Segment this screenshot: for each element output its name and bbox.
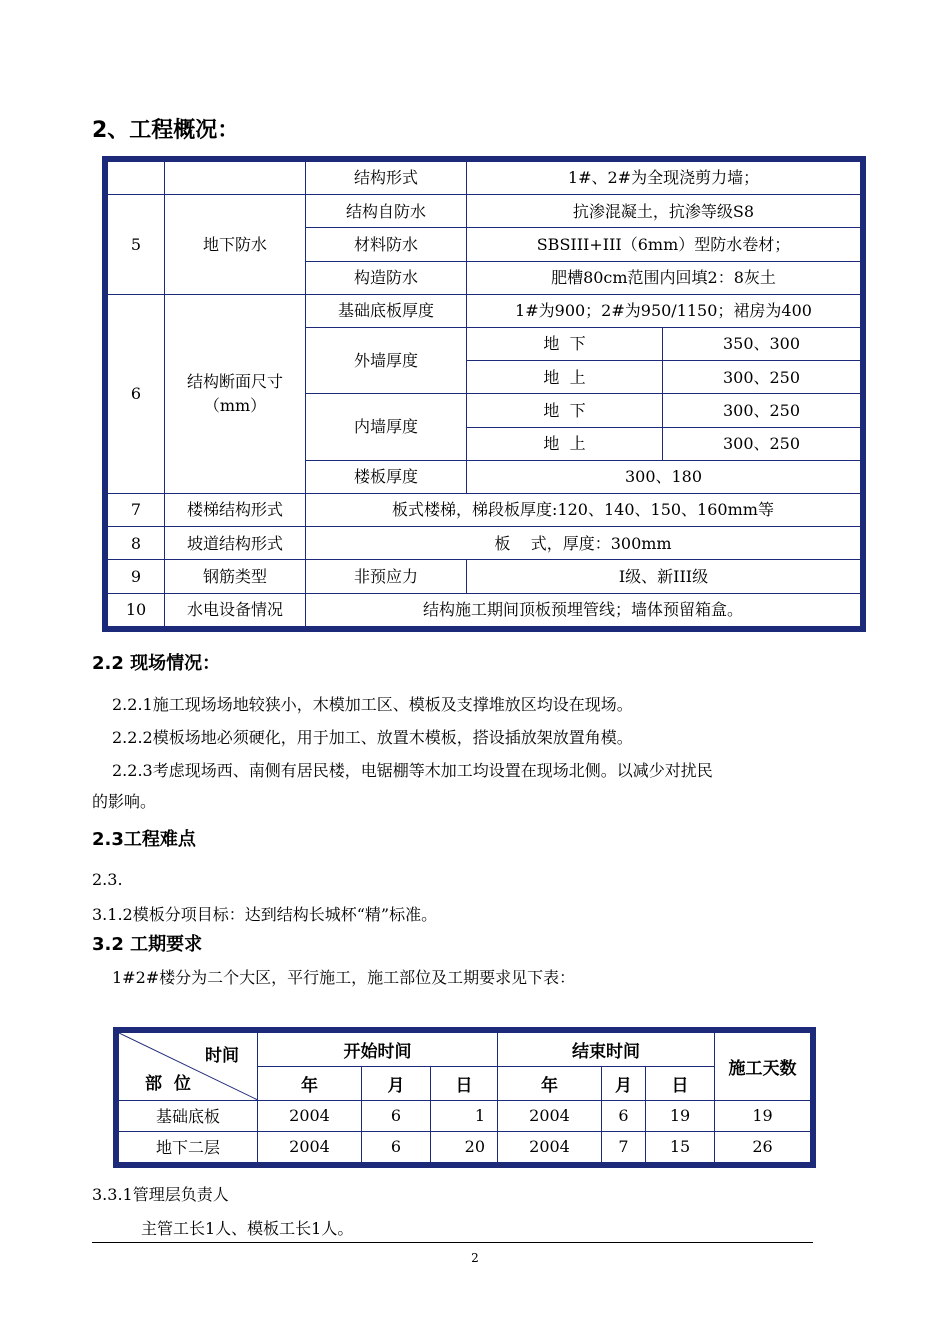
header-month: 月 bbox=[602, 1066, 646, 1100]
row-number: 8 bbox=[108, 527, 165, 560]
paragraph: 1#2#楼分为二个大区，平行施工，施工部位及工期要求见下表： bbox=[112, 968, 576, 987]
diagonal-header-part: 部 位 bbox=[145, 1073, 191, 1094]
schedule-table bbox=[113, 1027, 816, 1168]
header-day: 日 bbox=[431, 1066, 498, 1100]
table-cell: 地 上 bbox=[467, 361, 663, 394]
row-number: 7 bbox=[108, 494, 165, 527]
table-cell bbox=[108, 162, 165, 195]
row-number: 5 bbox=[108, 195, 165, 295]
paragraph: 2.2.1施工现场场地较狭小，木模加工区、模板及支撑堆放区均设在现场。 bbox=[112, 695, 633, 714]
cell-days: 26 bbox=[715, 1131, 811, 1162]
cell-start-month: 6 bbox=[362, 1131, 431, 1162]
header-year: 年 bbox=[498, 1066, 602, 1100]
section-heading-overview: 2、工程概况： bbox=[92, 118, 240, 143]
table-row bbox=[119, 1131, 811, 1162]
table-cell: I级、新III级 bbox=[467, 560, 861, 593]
table-row bbox=[108, 560, 861, 593]
section-title-management: 3.3.1管理层负责人 bbox=[92, 1185, 229, 1204]
table-cell: 结构自防水 bbox=[306, 195, 467, 228]
table-row bbox=[108, 195, 861, 228]
cell-start-month: 6 bbox=[362, 1100, 431, 1131]
header-month: 月 bbox=[362, 1066, 431, 1100]
cell-start-year: 2004 bbox=[258, 1131, 362, 1162]
table-cell: 基础底板厚度 bbox=[306, 294, 467, 327]
table-row bbox=[108, 527, 861, 560]
row-title: 楼梯结构形式 bbox=[165, 494, 306, 527]
cell-end-day: 15 bbox=[646, 1131, 715, 1162]
paragraph: 主管工长1人、模板工长1人。 bbox=[141, 1219, 354, 1238]
header-year: 年 bbox=[258, 1066, 362, 1100]
cell-end-year: 2004 bbox=[498, 1131, 602, 1162]
row-number: 10 bbox=[108, 593, 165, 626]
row-title bbox=[165, 294, 306, 493]
table-cell: 外墙厚度 bbox=[306, 328, 467, 394]
row-title: 地下防水 bbox=[165, 195, 306, 295]
table-cell: 内墙厚度 bbox=[306, 394, 467, 460]
diagonal-header-time: 时间 bbox=[205, 1046, 239, 1066]
table-cell: 材料防水 bbox=[306, 228, 467, 261]
paragraph: 的影响。 bbox=[92, 792, 157, 811]
table-cell bbox=[165, 162, 306, 195]
cell-end-month: 6 bbox=[602, 1100, 646, 1131]
table-cell: 结构施工期间顶板预埋管线；墙体预留箱盒。 bbox=[306, 593, 861, 626]
table-cell: 结构形式 bbox=[306, 162, 467, 195]
section-title-site: 2.2 现场情况： bbox=[92, 653, 221, 674]
row-title: 水电设备情况 bbox=[165, 593, 306, 626]
cell-end-day: 19 bbox=[646, 1100, 715, 1131]
paragraph: 3.1.2模板分项目标：达到结构长城杯“精”标准。 bbox=[92, 905, 438, 924]
table-cell: 非预应力 bbox=[306, 560, 467, 593]
cell-end-year: 2004 bbox=[498, 1100, 602, 1131]
header-start-time: 开始时间 bbox=[258, 1033, 498, 1067]
table-header-row bbox=[119, 1033, 811, 1067]
row-number: 6 bbox=[108, 294, 165, 493]
table-cell: 地 上 bbox=[467, 427, 663, 460]
row-title: 钢筋类型 bbox=[165, 560, 306, 593]
table-cell: 350、300 bbox=[663, 328, 861, 361]
cell-part: 地下二层 bbox=[119, 1131, 258, 1162]
table-cell: 楼板厚度 bbox=[306, 460, 467, 493]
table-row bbox=[119, 1100, 811, 1131]
cell-end-month: 7 bbox=[602, 1131, 646, 1162]
page-number: 2 bbox=[471, 1251, 479, 1265]
diagonal-header-cell bbox=[119, 1033, 258, 1101]
cell-start-day: 1 bbox=[431, 1100, 498, 1131]
row-title-unit: （mm） bbox=[203, 395, 267, 415]
table-cell: 肥槽80cm范围内回填2：8灰土 bbox=[467, 261, 861, 294]
table-row bbox=[108, 162, 861, 195]
cell-days: 19 bbox=[715, 1100, 811, 1131]
table-row bbox=[108, 494, 861, 527]
section-title-difficulty: 2.3工程难点 bbox=[92, 829, 196, 850]
table-cell: 地 下 bbox=[467, 328, 663, 361]
paragraph: 2.2.3考虑现场西、南侧有居民楼，电锯棚等木加工均设置在现场北侧。以减少对扰民 bbox=[112, 761, 713, 780]
table-row bbox=[108, 294, 861, 327]
table-cell: 300、250 bbox=[663, 361, 861, 394]
table-cell: 1#为900；2#为950/1150；裙房为400 bbox=[467, 294, 861, 327]
table-cell: SBSIII+III（6mm）型防水卷材； bbox=[467, 228, 861, 261]
cell-start-year: 2004 bbox=[258, 1100, 362, 1131]
table-cell: 构造防水 bbox=[306, 261, 467, 294]
table-cell: 抗渗混凝土，抗渗等级S8 bbox=[467, 195, 861, 228]
paragraph: 2.3. bbox=[92, 870, 123, 889]
row-title: 坡道结构形式 bbox=[165, 527, 306, 560]
row-title-name: 结构断面尺寸 bbox=[186, 372, 283, 392]
cell-part: 基础底板 bbox=[119, 1100, 258, 1131]
table-cell: 300、180 bbox=[467, 460, 861, 493]
header-day: 日 bbox=[646, 1066, 715, 1100]
row-number: 9 bbox=[108, 560, 165, 593]
table-cell: 板 式，厚度：300mm bbox=[306, 527, 861, 560]
table-cell: 1#、2#为全现浇剪力墙； bbox=[467, 162, 861, 195]
footer-divider bbox=[92, 1242, 813, 1243]
table-cell: 板式楼梯，梯段板厚度:120、140、150、160mm等 bbox=[306, 494, 861, 527]
table-cell: 地 下 bbox=[467, 394, 663, 427]
header-days: 施工天数 bbox=[715, 1033, 811, 1101]
table-row bbox=[108, 593, 861, 626]
section-title-schedule: 3.2 工期要求 bbox=[92, 934, 203, 955]
paragraph: 2.2.2模板场地必须硬化，用于加工、放置木模板，搭设插放架放置角模。 bbox=[112, 728, 633, 747]
cell-start-day: 20 bbox=[431, 1131, 498, 1162]
project-overview-table bbox=[102, 156, 866, 632]
table-cell: 300、250 bbox=[663, 427, 861, 460]
table-cell: 300、250 bbox=[663, 394, 861, 427]
header-end-time: 结束时间 bbox=[498, 1033, 715, 1067]
